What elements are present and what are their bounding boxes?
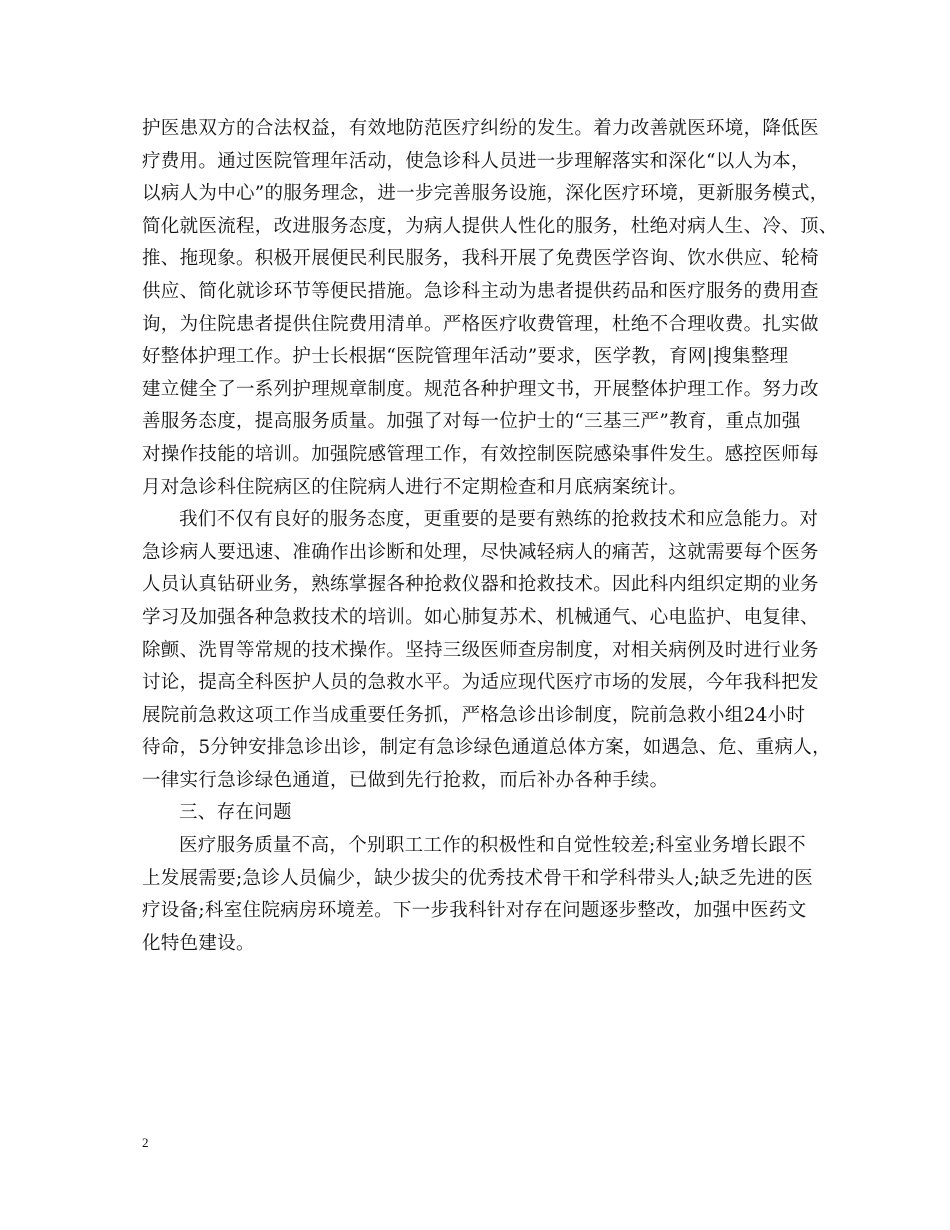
text-line: 一律实行急诊绿色通道，已做到先行抢救，而后补办各种手续。 xyxy=(142,769,669,791)
text-line: 供应、简化就诊环节等便民措施。急诊科主动为患者提供药品和医疗服务的费用查 xyxy=(142,280,819,302)
body-text xyxy=(142,113,838,960)
text-line: 月对急诊科住院病区的住院病人进行不定期检查和月底病案统计。 xyxy=(142,476,688,498)
text-line: 待命，5分钟安排急诊出诊，制定有急诊绿色通道总体方案，如遇急、危、重病人， xyxy=(142,737,831,759)
section-heading: 三、存在问题 xyxy=(179,802,292,824)
paragraph-first-line: 医疗服务质量不高，个别职工工作的积极性和自觉性较差;科室业务增长跟不 xyxy=(179,835,806,857)
text-line: 善服务态度，提高服务质量。加强了对每一位护士的“三基三严”教育，重点加强 xyxy=(142,411,801,433)
text-line: 疗费用。通过医院管理年活动，使急诊科人员进一步理解落实和深化“以人为本， xyxy=(142,150,810,172)
text-line: 展院前急救这项工作当成重要任务抓，严格急诊出诊制度，院前急救小组24小时 xyxy=(142,704,806,726)
text-line: 护医患双方的合法权益，有效地防范医疗纠纷的发生。着力改善就医环境，降低医 xyxy=(142,118,819,139)
text-line: 推、拖现象。积极开展便民利民服务，我科开展了免费医学咨询、饮水供应、轮椅 xyxy=(142,248,819,270)
paragraph-first-line: 我们不仅有良好的服务态度，更重要的是要有熟练的抢救技术和应急能力。对 xyxy=(179,509,819,531)
text-line: 学习及加强各种急救技术的培训。如心肺复苏术、机械通气、心电监护、电复律、 xyxy=(142,606,819,628)
text-line: 化特色建设。 xyxy=(142,932,255,954)
text-line: 建立健全了一系列护理规章制度。规范各种护理文书，开展整体护理工作。努力改 xyxy=(142,378,819,400)
text-line: 疗设备;科室住院病房环境差。下一步我科针对存在问题逐步整改，加强中医药文 xyxy=(142,900,807,922)
page-number: 2 xyxy=(142,1135,149,1150)
text-line: 简化就医流程，改进服务态度，为病人提供人性化的服务，杜绝对病人生、冷、顶、 xyxy=(142,215,838,237)
text-line: 询，为住院患者提供住院费用清单。严格医疗收费管理，杜绝不合理收费。扎实做 xyxy=(142,313,819,335)
text-line: 上发展需要;急诊人员偏少，缺少拔尖的优秀技术骨干和学科带头人;缺乏先进的医 xyxy=(142,867,814,889)
text-line: 讨论，提高全科医护人员的急救水平。为适应现代医疗市场的发展，今年我科把发 xyxy=(142,672,819,694)
text-line: 急诊病人要迅速、准确作出诊断和处理，尽快减轻病人的痛苦，这就需要每个医务 xyxy=(142,541,819,563)
text-line: 人员认真钻研业务，熟练掌握各种抢救仪器和抢救技术。因此科内组织定期的业务 xyxy=(142,574,819,596)
text-line: 好整体护理工作。护士长根据“医院管理年活动”要求，医学教，育网|搜集整理 xyxy=(142,346,789,368)
text-line: 以病人为中心”的服务理念，进一步完善服务设施，深化医疗环境，更新服务模式， xyxy=(142,183,829,205)
text-line: 除颤、洗胃等常规的技术操作。坚持三级医师查房制度，对相关病例及时进行业务 xyxy=(142,639,819,661)
text-line: 对操作技能的培训。加强院感管理工作，有效控制医院感染事件发生。感控医师每 xyxy=(142,443,819,465)
